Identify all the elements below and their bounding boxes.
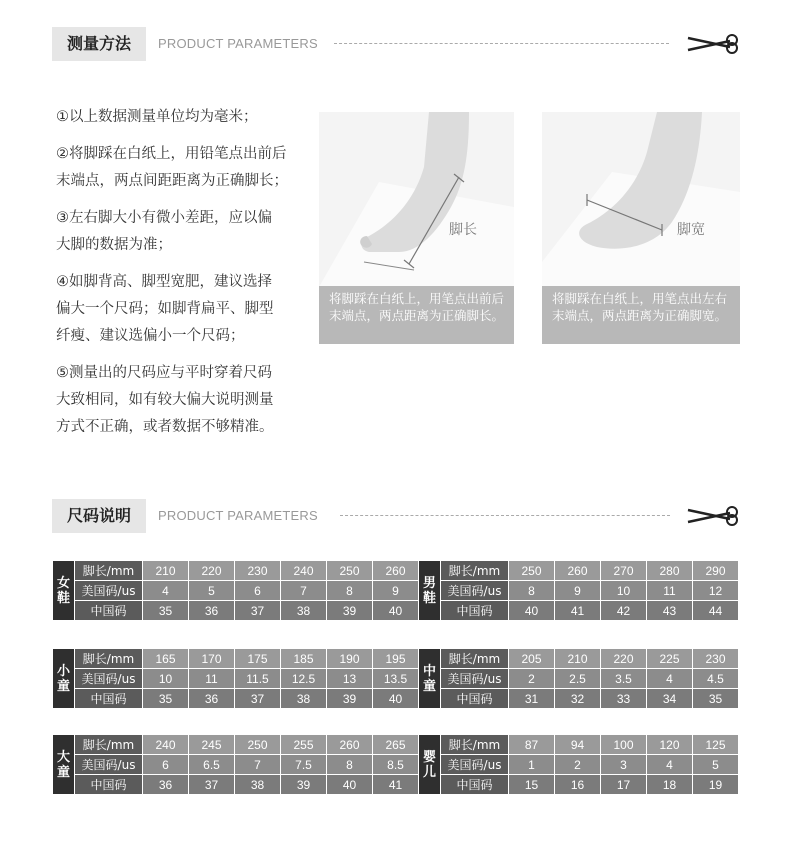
dashed-divider: [340, 515, 670, 516]
foot-width-label: 脚宽: [677, 222, 705, 238]
size-cell: 6: [143, 755, 189, 775]
note-item: ③左右脚大小有微小差距，应以偏 大脚的数据为准；: [56, 210, 272, 253]
size-row: [419, 561, 739, 581]
size-row: [53, 735, 419, 755]
row-label: 美国码/us: [441, 755, 509, 775]
size-cell: 185: [281, 649, 327, 669]
size-cell: 3: [601, 755, 647, 775]
note-item: ④如脚背高、脚型宽肥，建议选择 偏大一个尺码；如脚背扁平、脚型 纤瘦、建议选偏小一个尺码；: [56, 274, 274, 344]
size-cell: 15: [509, 775, 555, 795]
size-table-women: [52, 560, 419, 621]
size-cell: 8: [327, 755, 373, 775]
section-title: 尺码说明: [52, 499, 146, 533]
row-label: 美国码/us: [75, 669, 143, 689]
size-cell: 4: [143, 581, 189, 601]
size-cell: 38: [281, 689, 327, 709]
size-cell: 18: [647, 775, 693, 795]
size-cell: 11: [189, 669, 235, 689]
row-label: 中国码: [75, 775, 143, 795]
size-cell: 11: [647, 581, 693, 601]
size-cell: 38: [235, 775, 281, 795]
size-cell: 2: [509, 669, 555, 689]
row-label: 美国码/us: [75, 755, 143, 775]
scissors-icon: [686, 32, 742, 56]
size-cell: 240: [281, 561, 327, 581]
category-label: 女 鞋: [53, 561, 75, 621]
size-cell: 5: [189, 581, 235, 601]
size-guide-header: [52, 499, 742, 533]
category-label: 小 童: [53, 649, 75, 709]
size-cell: 195: [373, 649, 419, 669]
foot-length-label: 脚长: [449, 222, 477, 238]
size-cell: 170: [189, 649, 235, 669]
row-label: 美国码/us: [75, 581, 143, 601]
size-cell: 42: [601, 601, 647, 621]
size-cell: 19: [693, 775, 739, 795]
size-cell: 225: [647, 649, 693, 669]
size-cell: 39: [281, 775, 327, 795]
size-row: [53, 561, 419, 581]
size-cell: 250: [235, 735, 281, 755]
size-cell: 44: [693, 601, 739, 621]
size-cell: 190: [327, 649, 373, 669]
foot-length-photo: [319, 112, 514, 288]
size-cell: 125: [693, 735, 739, 755]
size-cell: 35: [143, 601, 189, 621]
size-cell: 40: [509, 601, 555, 621]
size-cell: 270: [601, 561, 647, 581]
foot-length-illustration: [319, 112, 514, 288]
size-cell: 3.5: [601, 669, 647, 689]
size-cell: 11.5: [235, 669, 281, 689]
foot-width-caption: 将脚踩在白纸上，用笔点出左右末端点，两点距离为正确脚宽。: [542, 286, 740, 344]
size-cell: 4: [647, 669, 693, 689]
row-label: 中国码: [75, 689, 143, 709]
row-label: 脚长/mm: [441, 649, 509, 669]
size-cell: 260: [555, 561, 601, 581]
size-cell: 2.5: [555, 669, 601, 689]
size-cell: 290: [693, 561, 739, 581]
size-cell: 175: [235, 649, 281, 669]
size-cell: 40: [327, 775, 373, 795]
size-cell: 2: [555, 755, 601, 775]
size-cell: 37: [189, 775, 235, 795]
size-cell: 9: [555, 581, 601, 601]
size-cell: 33: [601, 689, 647, 709]
size-cell: 7: [281, 581, 327, 601]
size-cell: 37: [235, 689, 281, 709]
size-cell: 38: [281, 601, 327, 621]
row-label: 脚长/mm: [441, 561, 509, 581]
size-row: [53, 581, 419, 601]
size-cell: 41: [373, 775, 419, 795]
size-cell: 39: [327, 689, 373, 709]
size-cell: 94: [555, 735, 601, 755]
section-title: 测量方法: [52, 27, 146, 61]
size-row: [419, 669, 739, 689]
size-cell: 260: [373, 561, 419, 581]
size-cell: 230: [235, 561, 281, 581]
note-item: ⑤测量出的尺码应与平时穿着尺码 大致相同，如有较大偏大说明测量 方式不正确，或者数据不够精准。: [56, 365, 274, 435]
row-label: 脚长/mm: [75, 649, 143, 669]
row-label: 脚长/mm: [75, 735, 143, 755]
size-row: [53, 601, 419, 621]
size-cell: 41: [555, 601, 601, 621]
category-label: 男 鞋: [419, 561, 441, 621]
size-cell: 220: [601, 649, 647, 669]
size-cell: 12: [693, 581, 739, 601]
size-row: [53, 775, 419, 795]
row-label: 美国码/us: [441, 581, 509, 601]
size-cell: 260: [327, 735, 373, 755]
size-cell: 10: [601, 581, 647, 601]
size-cell: 5: [693, 755, 739, 775]
note-item: ①以上数据测量单位均为毫米；: [56, 109, 258, 125]
size-cell: 32: [555, 689, 601, 709]
size-cell: 210: [143, 561, 189, 581]
size-cell: 8: [509, 581, 555, 601]
size-row: [53, 649, 419, 669]
size-cell: 8: [327, 581, 373, 601]
size-cell: 255: [281, 735, 327, 755]
size-cell: 245: [189, 735, 235, 755]
scissors-icon: [686, 504, 742, 528]
note-item: ②将脚踩在白纸上，用铅笔点出前后 末端点，两点间距距离为正确脚长；: [56, 146, 288, 189]
size-cell: 6: [235, 581, 281, 601]
size-cell: 6.5: [189, 755, 235, 775]
size-cell: 12.5: [281, 669, 327, 689]
size-cell: 4: [647, 755, 693, 775]
size-cell: 8.5: [373, 755, 419, 775]
size-cell: 35: [693, 689, 739, 709]
size-cell: 250: [509, 561, 555, 581]
size-row: [419, 689, 739, 709]
foot-width-illustration: [542, 112, 740, 288]
row-label: 中国码: [441, 601, 509, 621]
size-row: [419, 581, 739, 601]
size-cell: 1: [509, 755, 555, 775]
size-cell: 13.5: [373, 669, 419, 689]
size-row: [53, 689, 419, 709]
size-cell: 36: [189, 601, 235, 621]
row-label: 脚长/mm: [441, 735, 509, 755]
size-cell: 230: [693, 649, 739, 669]
foot-length-caption: 将脚踩在白纸上，用笔点出前后末端点，两点距离为正确脚长。: [319, 286, 514, 344]
measure-method-header: [52, 27, 742, 61]
size-cell: 7.5: [281, 755, 327, 775]
section-subtitle: PRODUCT PARAMETERS: [158, 36, 318, 51]
size-cell: 165: [143, 649, 189, 669]
size-table-baby: [418, 734, 739, 795]
size-cell: 250: [327, 561, 373, 581]
size-row: [419, 755, 739, 775]
size-table-kids-medium: [418, 648, 739, 709]
row-label: 中国码: [441, 689, 509, 709]
size-cell: 9: [373, 581, 419, 601]
size-cell: 36: [189, 689, 235, 709]
size-row: [419, 649, 739, 669]
size-cell: 39: [327, 601, 373, 621]
size-cell: 37: [235, 601, 281, 621]
size-row: [53, 669, 419, 689]
size-cell: 34: [647, 689, 693, 709]
size-cell: 240: [143, 735, 189, 755]
size-cell: 43: [647, 601, 693, 621]
measurement-notes: [56, 104, 326, 451]
size-cell: 220: [189, 561, 235, 581]
size-cell: 265: [373, 735, 419, 755]
size-cell: 7: [235, 755, 281, 775]
dashed-divider: [334, 43, 669, 44]
size-cell: 210: [555, 649, 601, 669]
category-label: 中 童: [419, 649, 441, 709]
foot-width-photo: [542, 112, 740, 288]
row-label: 脚长/mm: [75, 561, 143, 581]
size-cell: 120: [647, 735, 693, 755]
size-cell: 10: [143, 669, 189, 689]
size-cell: 40: [373, 601, 419, 621]
size-cell: 17: [601, 775, 647, 795]
row-label: 美国码/us: [441, 669, 509, 689]
size-cell: 100: [601, 735, 647, 755]
size-cell: 16: [555, 775, 601, 795]
size-cell: 35: [143, 689, 189, 709]
size-cell: 36: [143, 775, 189, 795]
size-cell: 40: [373, 689, 419, 709]
size-table-men: [418, 560, 739, 621]
size-table-kids-big: [52, 734, 419, 795]
size-cell: 280: [647, 561, 693, 581]
size-row: [419, 735, 739, 755]
section-subtitle: PRODUCT PARAMETERS: [158, 508, 318, 523]
size-cell: 4.5: [693, 669, 739, 689]
size-cell: 87: [509, 735, 555, 755]
category-label: 大 童: [53, 735, 75, 795]
size-cell: 13: [327, 669, 373, 689]
size-row: [419, 775, 739, 795]
size-row: [419, 601, 739, 621]
size-table-kids-small: [52, 648, 419, 709]
row-label: 中国码: [441, 775, 509, 795]
row-label: 中国码: [75, 601, 143, 621]
size-cell: 205: [509, 649, 555, 669]
size-cell: 31: [509, 689, 555, 709]
category-label: 婴 儿: [419, 735, 441, 795]
size-row: [53, 755, 419, 775]
